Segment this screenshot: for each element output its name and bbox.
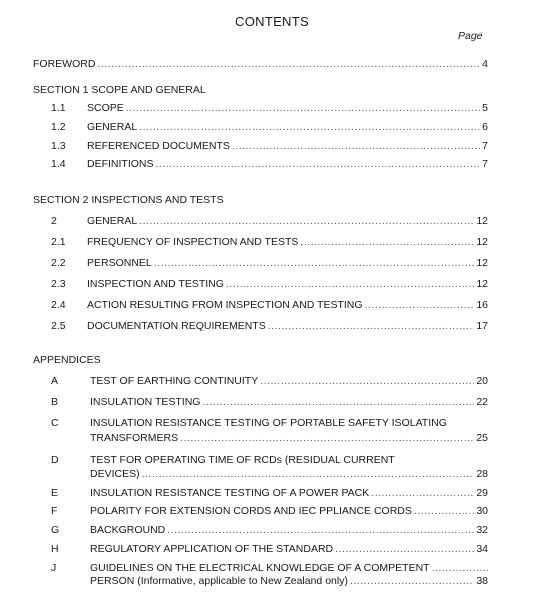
toc-entry-label: BACKGROUND: [90, 524, 166, 536]
toc-entry-page: 5: [482, 102, 488, 114]
toc-entry[interactable]: [33, 319, 488, 333]
leader-dots: [350, 574, 474, 588]
toc-entry-page: 4: [482, 58, 488, 70]
toc-entry-label: ACTION RESULTING FROM INSPECTION AND TESTING: [87, 299, 363, 311]
toc-entry-page: 7: [482, 158, 488, 170]
toc-entry[interactable]: [33, 298, 488, 312]
toc-entry-page: 17: [476, 320, 488, 332]
toc-entry-label-line2: DEVICES): [90, 468, 140, 480]
toc-entry-label: TEST OF EARTHING CONTINUITY: [90, 375, 259, 387]
toc-entry[interactable]: [33, 504, 488, 518]
toc-entry-label: PERSONNEL: [87, 257, 152, 269]
toc-entry-page: 34: [476, 543, 488, 555]
toc-entry-number: 2: [51, 215, 57, 227]
toc-entry-number: E: [51, 487, 59, 499]
toc-entry-label: FOREWORD: [33, 58, 96, 70]
leader-dots: [139, 214, 474, 228]
toc-entry-number: F: [51, 505, 58, 517]
toc-entry-label: REFERENCED DOCUMENTS: [87, 140, 230, 152]
toc-entry-label: FREQUENCY OF INSPECTION AND TESTS: [87, 236, 299, 248]
leader-dots: [371, 486, 474, 500]
toc-entry[interactable]: [33, 139, 488, 153]
toc-entry-page: 12: [476, 278, 488, 290]
leader-dots: [232, 139, 480, 153]
toc-entry[interactable]: [33, 523, 488, 537]
toc-entry-number: 1.2: [51, 121, 66, 133]
toc-entry-page: 16: [476, 299, 488, 311]
leader-dots: [180, 431, 474, 445]
toc-entry-label: SCOPE: [87, 102, 124, 114]
leader-dots: [268, 319, 475, 333]
toc-entry[interactable]: [33, 120, 488, 134]
toc-entry[interactable]: [33, 235, 488, 249]
toc-entry-foreword[interactable]: [33, 57, 488, 71]
toc-entry[interactable]: [33, 101, 488, 115]
toc-entry[interactable]: [33, 395, 488, 409]
leader-dots: [167, 523, 474, 537]
toc-entry-page: 28: [476, 468, 488, 480]
toc-entry-label-line2: PERSON (Informative, applicable to New Zealand only): [90, 575, 348, 587]
toc-entry-page: 7: [482, 140, 488, 152]
toc-entry-number: H: [51, 543, 59, 555]
leader-dots: [335, 542, 474, 556]
toc-entry-number: J: [51, 562, 57, 574]
leader-dots: [126, 101, 480, 115]
toc-entry[interactable]: [33, 542, 488, 556]
toc-entry-page: 29: [476, 487, 488, 499]
toc-entry-page: 12: [476, 215, 488, 227]
toc-entry-number: 2.3: [51, 278, 66, 290]
toc-entry-page: 32: [476, 524, 488, 536]
leader-dots: [414, 504, 474, 518]
toc-entry-number: G: [51, 524, 60, 536]
toc-entry-page: 20: [476, 375, 488, 387]
leader-dots: [202, 395, 474, 409]
toc-entry-number: 2.4: [51, 299, 66, 311]
toc-entry[interactable]: [33, 277, 488, 291]
toc-entry-page: 12: [476, 236, 488, 248]
contents-title: CONTENTS: [235, 14, 309, 29]
leader-dots: [300, 235, 474, 249]
toc-entry-continuation[interactable]: [90, 431, 488, 445]
toc-entry-label: DOCUMENTATION REQUIREMENTS: [87, 320, 266, 332]
toc-entry-number: 1.1: [51, 102, 66, 114]
toc-entry[interactable]: [33, 374, 488, 388]
toc-entry-label: TEST FOR OPERATING TIME OF RCDs (RESIDUAL CURRENT: [90, 454, 395, 466]
toc-entry-page: 12: [476, 257, 488, 269]
toc-entry-label: INSPECTION AND TESTING: [87, 278, 224, 290]
toc-entry-label: DEFINITIONS: [87, 158, 154, 170]
toc-entry-page: 25: [476, 432, 488, 444]
toc-entry-number: 1.3: [51, 140, 66, 152]
toc-entry-label: POLARITY FOR EXTENSION CORDS AND IEC PPLIANCE CORDS: [90, 505, 412, 517]
toc-entry[interactable]: [33, 416, 488, 430]
toc-entry-number: C: [51, 417, 59, 429]
toc-entry-page: 22: [476, 396, 488, 408]
page-column-header: Page: [458, 30, 483, 42]
leader-dots: [432, 561, 488, 575]
toc-entry-number: 2.2: [51, 257, 66, 269]
leader-dots: [260, 374, 474, 388]
toc-entry-label: GENERAL: [87, 121, 138, 133]
toc-entry-continuation[interactable]: [90, 467, 488, 481]
leader-dots: [365, 298, 475, 312]
toc-entry-number: 2.1: [51, 236, 66, 248]
toc-entry[interactable]: [33, 256, 488, 270]
toc-entry-label-line2: TRANSFORMERS: [90, 432, 179, 444]
toc-entry[interactable]: [33, 453, 488, 467]
toc-entry-number: A: [51, 375, 59, 387]
toc-entry-number: 2.5: [51, 320, 66, 332]
leader-dots: [156, 157, 481, 171]
toc-entry-page: 30: [476, 505, 488, 517]
toc-entry-label: INSULATION TESTING: [90, 396, 201, 408]
toc-entry-number: B: [51, 396, 59, 408]
toc-entry-label: GUIDELINES ON THE ELECTRICAL KNOWLEDGE OF A COMPETENT: [90, 562, 430, 574]
section-2-heading: SECTION 2 INSPECTIONS AND TESTS: [33, 194, 224, 206]
leader-dots: [139, 120, 480, 134]
leader-dots: [226, 277, 474, 291]
toc-entry-page: 6: [482, 121, 488, 133]
section-1-heading: SECTION 1 SCOPE AND GENERAL: [33, 84, 206, 96]
toc-entry-page: 38: [476, 575, 488, 587]
toc-entry-number: 1.4: [51, 158, 66, 170]
toc-entry[interactable]: [33, 486, 488, 500]
appendices-heading: APPENDICES: [33, 354, 101, 366]
toc-entry-label: REGULATORY APPLICATION OF THE STANDARD: [90, 543, 334, 555]
toc-entry-continuation[interactable]: [90, 574, 488, 588]
toc-entry-label: INSULATION RESISTANCE TESTING OF A POWER PACK: [90, 487, 370, 499]
toc-entry-label: GENERAL: [87, 215, 138, 227]
toc-entry-label: INSULATION RESISTANCE TESTING OF PORTABLE SAFETY ISOLATING: [90, 417, 447, 429]
toc-entry-number: D: [51, 454, 59, 466]
leader-dots: [154, 256, 475, 270]
leader-dots: [97, 57, 480, 71]
toc-entry[interactable]: [33, 157, 488, 171]
toc-entry[interactable]: [33, 214, 488, 228]
leader-dots: [142, 467, 475, 481]
toc-entry[interactable]: [33, 561, 488, 575]
